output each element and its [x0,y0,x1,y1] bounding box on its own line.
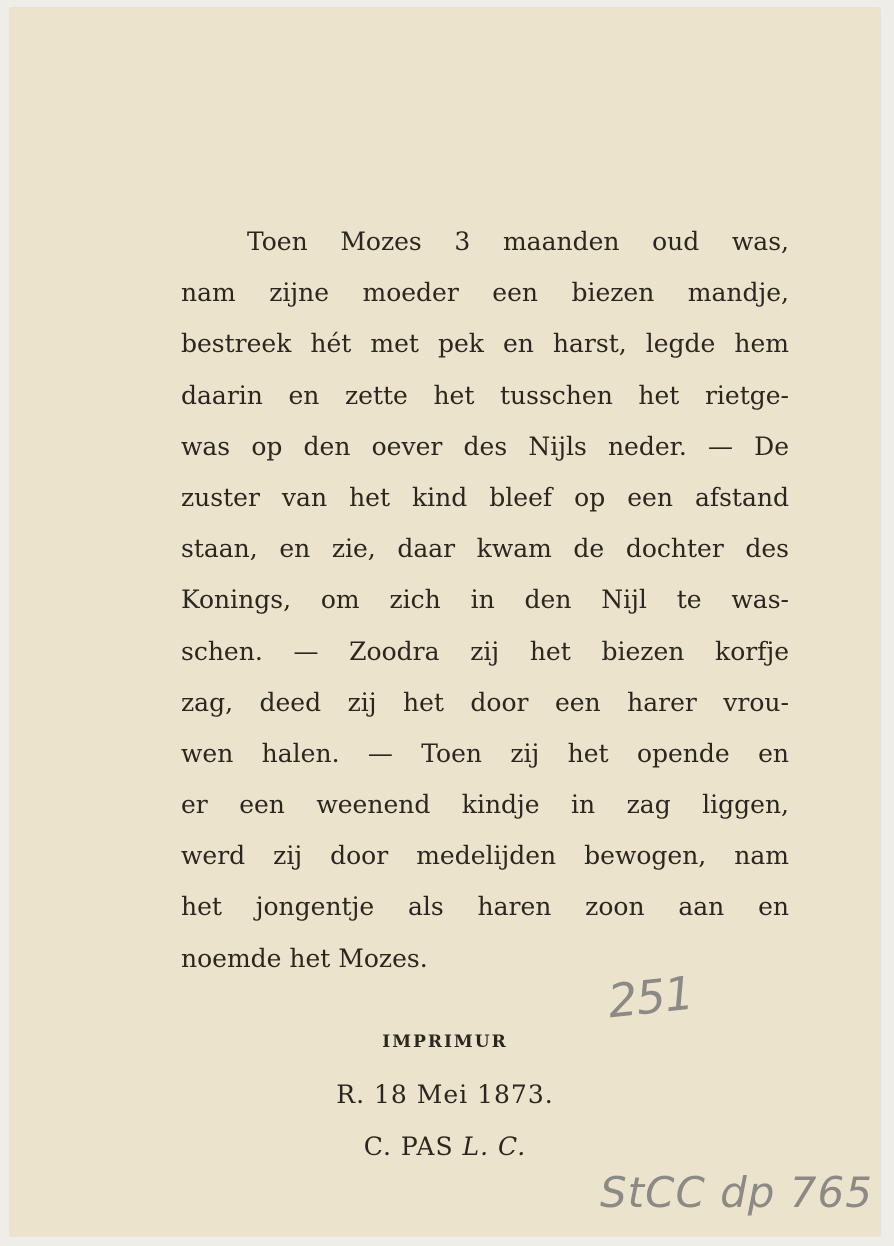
text-line: het jongentje als haren zoon aan en [181,892,789,922]
text-line: er een weenend kindje in zag liggen, [181,790,789,820]
paragraph-text [181,216,789,984]
imprimatur-date: R. 18 Mei 1873. [336,1080,554,1109]
text-line: staan, en zie, daar kwam de dochter des [181,534,789,564]
text-line: bestreek hét met pek en harst, legde hem [181,329,789,359]
imprimatur-title: IMPRIMUR [382,1032,508,1052]
text-line: daarin en zette het tusschen het rietge- [181,380,789,410]
imprimatur-signature [10,1132,880,1161]
text-line: werd zij door medelijden bewogen, nam [181,841,789,871]
text-line: schen. — Zoodra zij het biezen korfje [181,636,789,666]
text-line: noemde het Mozes. [181,943,428,973]
signature-title: L. C. [462,1132,527,1161]
text-line: zuster van het kind bleef op een afstand [181,482,789,512]
text-line: wen halen. — Toen zij het opende en [181,738,789,768]
signature-name: C. PAS [363,1132,454,1161]
pencil-shelfmark-annotation: StCC dp 765 [600,1168,873,1217]
text-line: Toen Mozes 3 maanden oud was, [247,227,789,256]
document-page [10,8,880,1236]
text-line: Konings, om zich in den Nijl te was- [181,585,789,615]
text-line: zag, deed zij het door een harer vrou- [181,687,789,717]
text-line: nam zijne moeder een biezen mandje, [181,278,789,308]
pencil-number-annotation: 251 [605,965,696,1029]
text-line: was op den oever des Nijls neder. — De [181,431,789,461]
